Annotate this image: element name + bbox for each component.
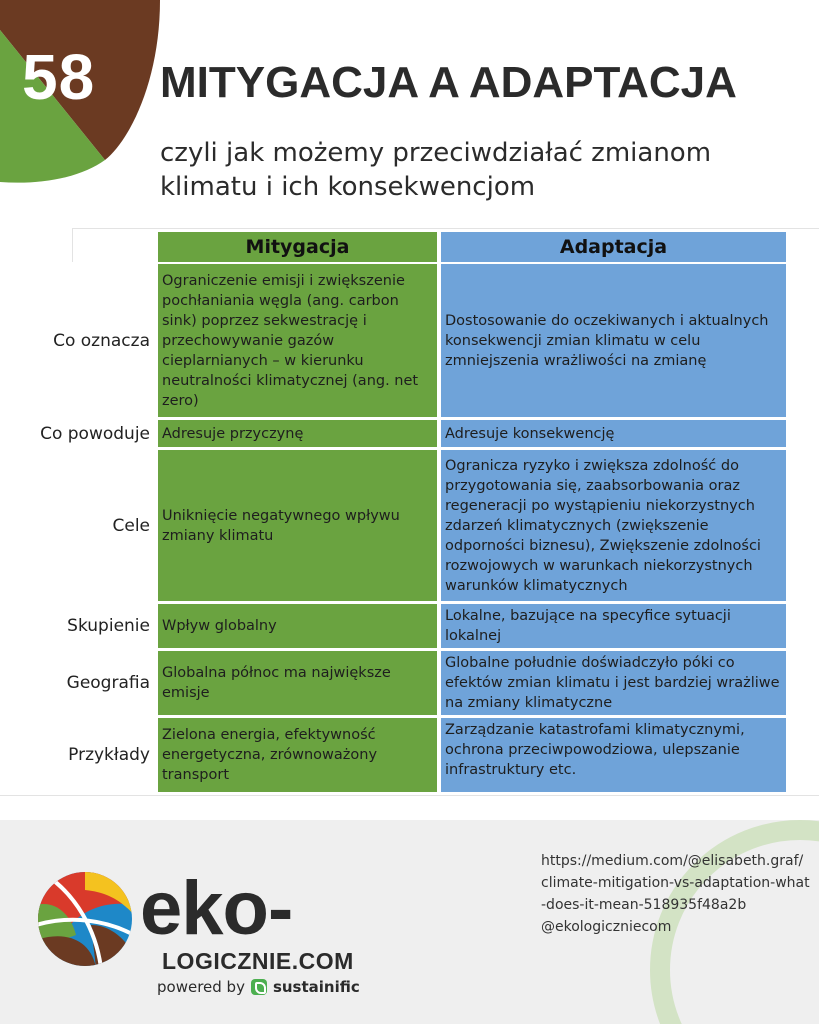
logo-domain: LOGICZNIE.COM [162,948,354,974]
mitigation-cell: Adresuje przyczynę [158,420,437,447]
adaptation-header [441,232,786,262]
adaptation-cell: Zarządzanie katastrofami klimatycznymi, ochrona przeciwpowodziowa, ulepszanie infrastruktury etc. [441,718,786,792]
powered-by [157,978,360,996]
row-label: Co powoduje [40,423,150,444]
adaptation-cell: Globalne południe doświadczyło póki co efektów zmian klimatu i jest bardziej wrażliwe na zmiany klimatyczne [441,651,786,715]
sustainific-leaf-icon [251,979,267,995]
adaptation-cell: Ogranicza ryzyko i zwiększa zdolność do przygotowania się, zaabsorbowania oraz regeneracji po wystąpieniu niekorzystnych zdarzeń klimatycznych (zwiększenie odporności biznesu), Zwiększenie zdolności rozwojowych w warunkach niekorzystnych warunków klimatycznych [441,450,786,601]
row-label: Skupienie [67,616,150,636]
table-rule-top [72,228,819,229]
table-row [0,450,154,601]
powered-by-brand: sustainific [272,978,360,996]
footer [0,820,819,1024]
eko-logo-icon [36,870,134,968]
table-row [0,651,154,715]
mitigation-cell: Zielona energia, efektywność energetyczna, zrównoważony transport [158,718,437,792]
table-row [0,264,154,417]
adaptation-header-label: Adaptacja [559,236,668,258]
mitigation-cell: Globalna północ ma największe emisje [158,651,437,715]
mitigation-cell: Wpływ globalny [158,604,437,648]
issue-number: 58 [22,41,96,113]
source-link-line: climate-mitigation-vs-adaptation-what [541,875,810,891]
adaptation-cell: Adresuje konsekwencję [441,420,786,447]
row-label: Przykłady [68,745,150,765]
table-rule-bottom [0,795,819,796]
mitigation-cell: Uniknięcie negatywnego wpływu zmiany klimatu [158,450,437,601]
mitigation-header-label: Mitygacja [245,236,350,258]
source-link-line: https://medium.com/@elisabeth.graf/ [541,853,804,869]
source-link-line: -does-it-mean-518935f48a2b [541,897,747,913]
mitigation-cell: Ograniczenie emisji i zwiększenie pochłaniania węgla (ang. carbon sink) poprzez sekwestrację i przechowywanie gazów cieplarnianych – w kierunku neutralności klimatycznej (ang. net zero) [158,264,437,417]
powered-by-label: powered by [157,978,245,996]
logo-wordmark: eko- [140,866,293,951]
table-row [0,718,154,792]
adaptation-cell: Lokalne, bazujące na specyfice sytuacji lokalnej [441,604,786,648]
adaptation-cell: Dostosowanie do oczekiwanych i aktualnych konsekwencji zmian klimatu w celu zmniejszenia wrażliwości na zmianę [441,264,786,417]
subtitle-line-2: klimatu i ich konsekwencjom [160,172,536,202]
page-title: MITYGACJA A ADAPTACJA [160,58,737,107]
source-handle: @ekologiczniecom [541,919,672,935]
table-row [0,604,154,648]
table-rule-left [72,228,73,262]
row-label: Cele [112,515,150,536]
table-row [0,420,154,447]
page-subtitle [160,136,800,204]
mitigation-header [158,232,437,262]
row-label: Geografia [66,673,150,693]
source-text [541,850,811,938]
row-label: Co oznacza [53,330,150,351]
subtitle-line-1: czyli jak możemy przeciwdziałać zmianom [160,138,712,168]
